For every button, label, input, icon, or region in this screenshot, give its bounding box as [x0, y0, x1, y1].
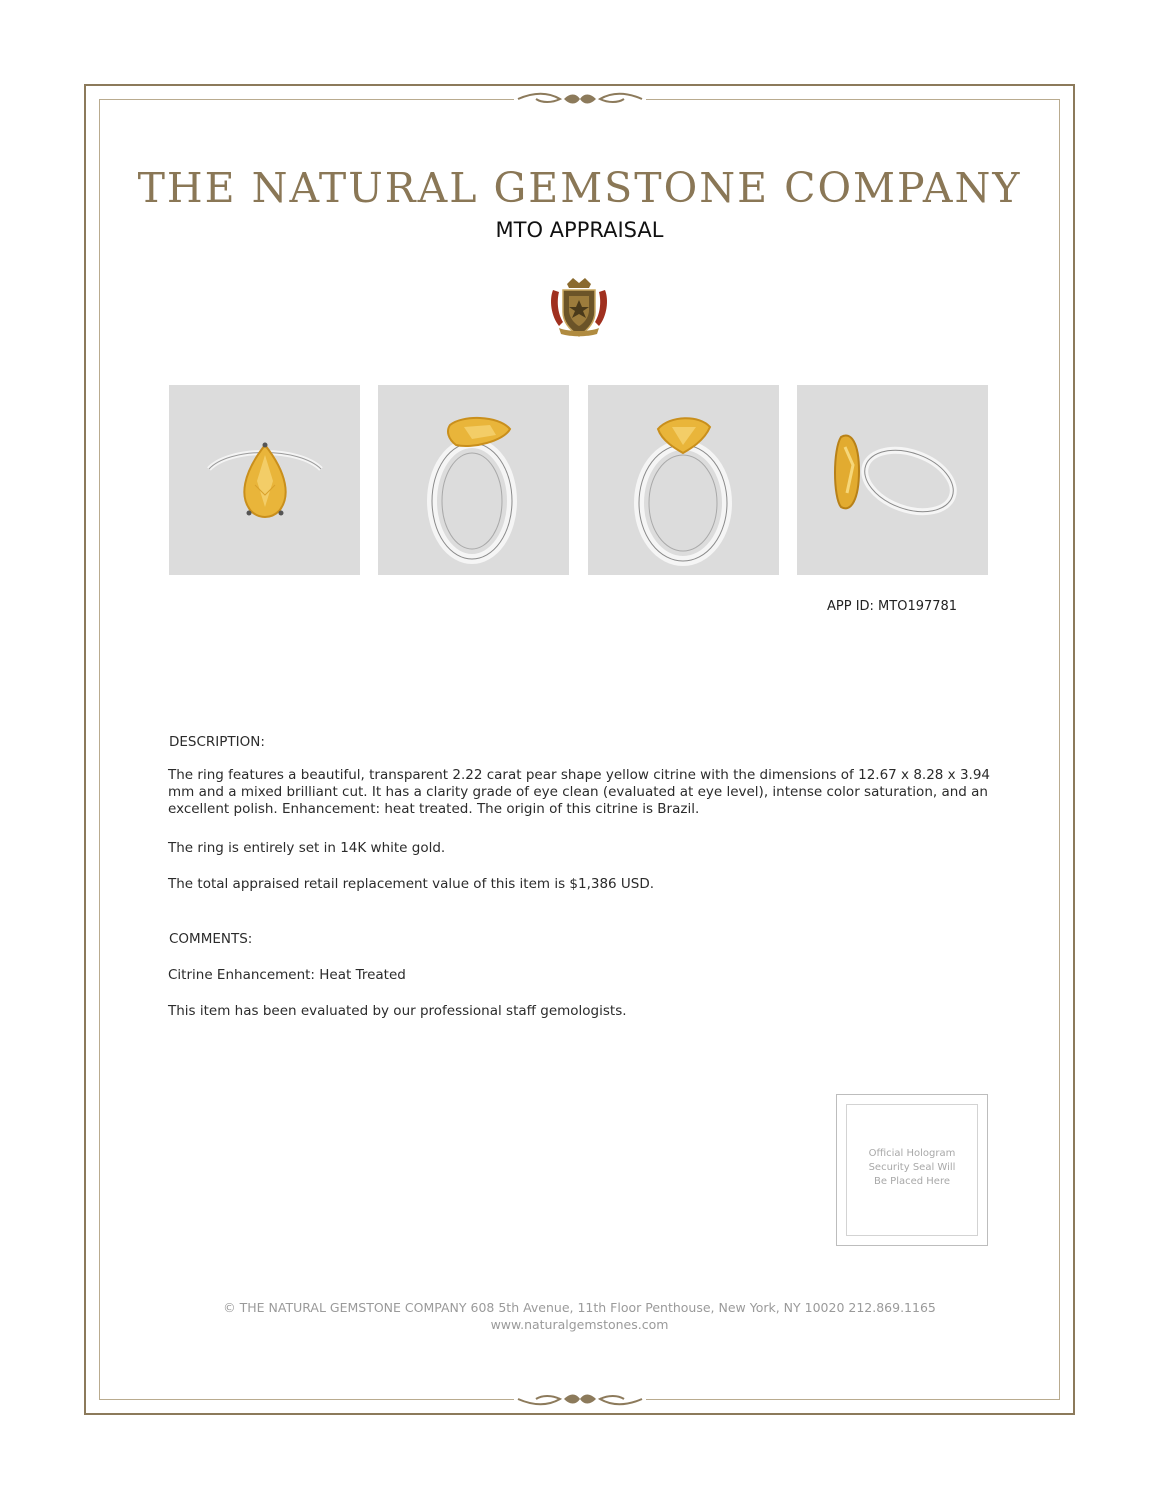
comments-heading: COMMENTS: [169, 931, 253, 947]
ring-angled-view [378, 385, 569, 575]
ring-front-view [169, 385, 360, 575]
description-paragraph: The ring features a beautiful, transparent 2.22 carat pear shape yellow citrine with the dimensions of 12.67 x 8.28 x 3.94 mm and a mixed brilliant cut. It has a clarity grade of eye clean (evaluated at eye level), intense color saturation, and an excellent polish. Enhancement: heat treated. The origin of this citrine is Brazil. [168, 767, 991, 817]
seal-line: Official Hologram [868, 1148, 956, 1159]
ring-side-view [797, 385, 988, 575]
hologram-seal-text [846, 1147, 978, 1189]
description-heading: DESCRIPTION: [169, 734, 265, 750]
company-crest-logo [545, 276, 613, 338]
appraisal-id: APP ID: MTO197781 [827, 599, 958, 614]
comment-enhancement-wrap [168, 967, 990, 984]
footer-address: © THE NATURAL GEMSTONE COMPANY 608 5th Avenue, 11th Floor Penthouse, New York, NY 10020 212.869.1165 [223, 1300, 936, 1315]
description-body [168, 767, 990, 818]
bottom-ornament [514, 1390, 646, 1408]
document-type: MTO APPRAISAL [495, 218, 664, 242]
top-ornament [514, 90, 646, 108]
comment-evaluated-wrap [168, 1003, 990, 1020]
value-paragraph: The total appraised retail replacement value of this item is $1,386 USD. [168, 876, 655, 892]
ring-upright-view [588, 385, 779, 575]
footer-website: www.naturalgemstones.com [490, 1317, 669, 1332]
seal-line: Be Placed Here [873, 1176, 951, 1187]
seal-line: Security Seal Will [868, 1162, 956, 1173]
comment-enhancement: Citrine Enhancement: Heat Treated [168, 967, 406, 983]
metal-paragraph: The ring is entirely set in 14K white gold. [168, 840, 446, 856]
value-paragraph-wrap [168, 876, 990, 893]
comment-evaluated: This item has been evaluated by our professional staff gemologists. [168, 1003, 627, 1019]
company-name: THE NATURAL GEMSTONE COMPANY [137, 164, 1022, 212]
metal-paragraph-wrap [168, 840, 990, 857]
